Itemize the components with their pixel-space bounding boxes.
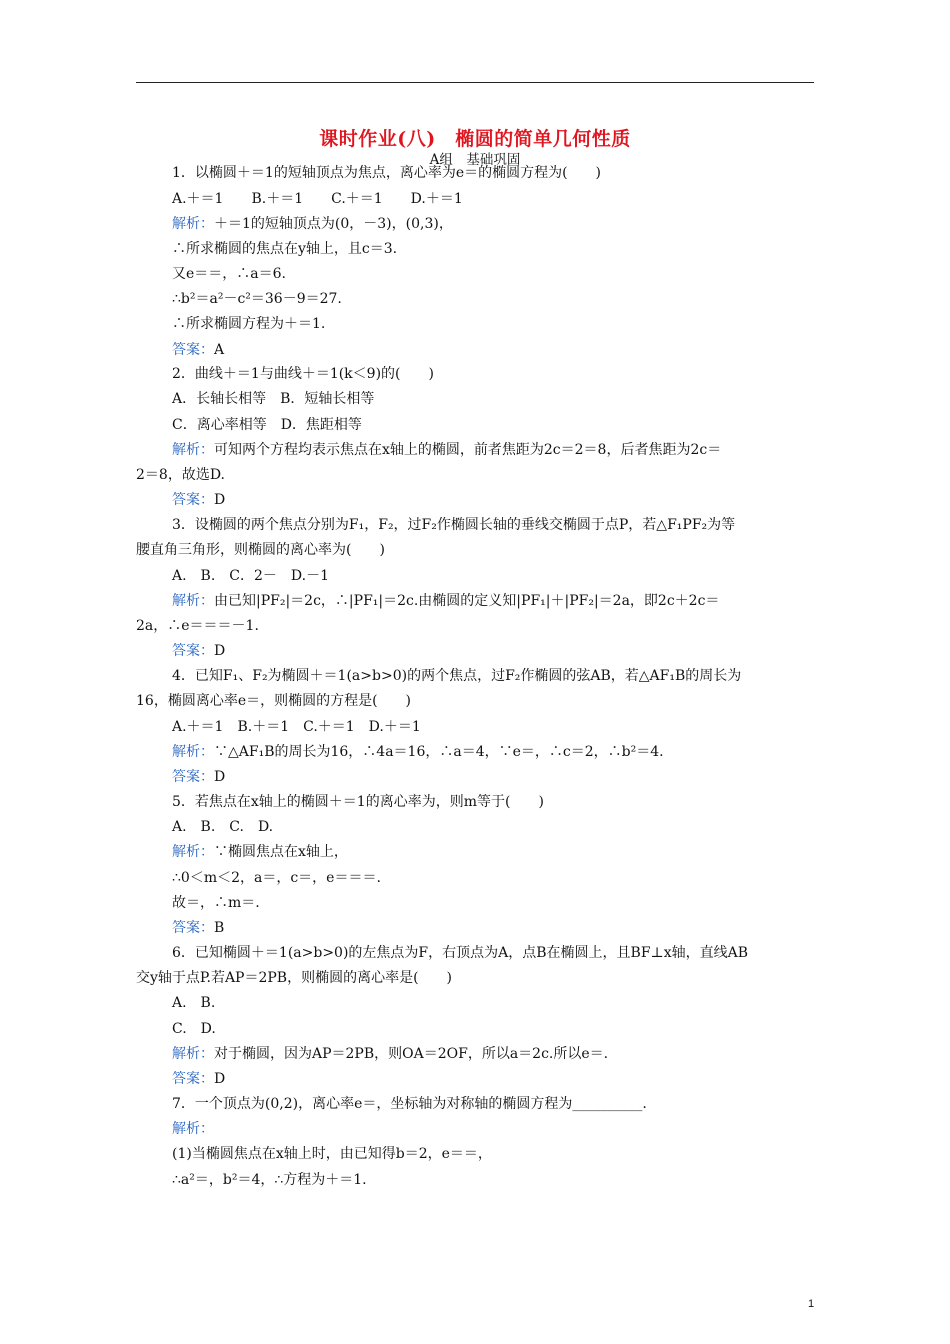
analysis-label: 解析： — [172, 844, 214, 860]
text-line — [136, 541, 385, 559]
text-line — [172, 416, 362, 434]
line-text: 交y轴于点P.若AP＝2PB，则椭圆的离心率是( ) — [136, 970, 453, 986]
page-title: 课时作业(八) 椭圆的简单几何性质 — [319, 128, 631, 150]
text-line — [172, 1045, 608, 1063]
line-text: 由已知|PF₂|＝2c，∴|PF₁|＝2c.由椭圆的定义知|PF₁|＋|PF₂|＝2a，即2c＋2c＝ — [214, 593, 720, 609]
text-line — [172, 390, 374, 408]
text-line — [172, 164, 601, 182]
line-text: 2．曲线＋＝1与曲线＋＝1(k＜9)的( ) — [172, 366, 434, 382]
line-text: 故＝，∴m＝. — [172, 895, 260, 911]
line-text: ＋＝1的短轴顶点为(0，－3)，(0,3)， — [214, 216, 453, 232]
page-number: 1 — [808, 1298, 815, 1310]
analysis-label: 解析： — [172, 593, 214, 609]
text-line — [172, 265, 286, 283]
text-line — [172, 1070, 225, 1088]
text-line — [172, 1120, 214, 1138]
text-line — [172, 516, 735, 534]
line-text: ∴0＜m＜2，a＝，c＝，e＝＝＝. — [172, 870, 381, 886]
line-text: C. D. — [172, 1021, 216, 1037]
answer-label: 答案： — [172, 1071, 214, 1087]
answer-label: 答案： — [172, 920, 214, 936]
text-line — [172, 190, 463, 208]
answer-label: 答案： — [172, 643, 214, 659]
line-text: 7．一个顶点为(0,2)，离心率e＝，坐标轴为对称轴的椭圆方程为__________. — [172, 1096, 647, 1112]
answer-label: 答案： — [172, 342, 214, 358]
text-line — [172, 365, 434, 383]
text-line — [172, 240, 397, 258]
text-line — [172, 994, 215, 1012]
line-text: A. B. — [172, 995, 216, 1011]
line-text: A.＋＝1 B.＋＝1 C.＋＝1 D.＋＝1 — [172, 191, 463, 207]
answer-label: 答案： — [172, 492, 214, 508]
analysis-label: 解析： — [172, 1121, 214, 1137]
text-line — [136, 617, 259, 635]
text-line — [172, 1145, 492, 1163]
text-line — [172, 1020, 216, 1038]
text-line — [172, 642, 225, 660]
answer-label: 答案： — [172, 769, 214, 785]
analysis-label: 解析： — [172, 1046, 214, 1062]
text-line — [172, 1171, 367, 1189]
line-text: D — [214, 769, 226, 785]
line-text: 16，椭圆离心率e＝，则椭圆的方程是( ) — [136, 693, 412, 709]
text-line — [136, 969, 452, 987]
text-line — [172, 215, 453, 233]
line-text: C．离心率相等 D．焦距相等 — [172, 417, 362, 433]
line-text: D — [214, 643, 226, 659]
text-line — [172, 315, 325, 333]
analysis-label: 解析： — [172, 216, 214, 232]
line-text: 6．已知椭圆＋＝1(a>b>0)的左焦点为F，右顶点为A，点B在椭圆上，且BF⊥x轴，直线AB — [172, 945, 748, 961]
text-line — [172, 491, 225, 509]
line-text: A. B. C．2－ D.－1 — [172, 568, 330, 584]
line-text: 可知两个方程均表示焦点在x轴上的椭圆，前者焦距为2c＝2＝8，后者焦距为2c＝ — [214, 442, 722, 458]
line-text: 3．设椭圆的两个焦点分别为F₁，F₂，过F₂作椭圆长轴的垂线交椭圆于点P，若△F₁PF₂为等 — [172, 517, 736, 533]
text-line — [172, 843, 348, 861]
text-line — [172, 944, 748, 962]
text-line — [172, 743, 664, 761]
text-line — [172, 919, 224, 937]
text-line — [172, 894, 260, 912]
line-text: ∴b²＝a²－c²＝36－9＝27. — [172, 291, 342, 307]
line-text: 又e＝＝，∴a＝6. — [172, 266, 286, 282]
line-text: ∴a²＝，b²＝4，∴方程为＋＝1. — [172, 1172, 367, 1188]
line-text: A．长轴长相等 B．短轴长相等 — [172, 391, 375, 407]
line-text: ∴所求椭圆方程为＋＝1. — [172, 316, 326, 332]
header-rule — [136, 82, 814, 83]
text-line — [172, 290, 342, 308]
line-text: B — [214, 920, 225, 936]
line-text: 2a，∴e＝＝＝－1. — [136, 618, 259, 634]
analysis-label: 解析： — [172, 442, 214, 458]
text-line — [172, 768, 225, 786]
line-text: A. B. C. D. — [172, 819, 274, 835]
text-line — [172, 793, 544, 811]
text-line — [172, 1095, 647, 1113]
line-text: ∵△AF₁B的周长为16，∴4a＝16，∴a＝4，∵e＝，∴c＝2，∴b²＝4. — [214, 744, 664, 760]
text-line — [172, 718, 421, 736]
text-line — [172, 667, 741, 685]
line-text: 对于椭圆，因为AP＝2PB，则OA＝2OF，所以a＝2c.所以e＝. — [214, 1046, 609, 1062]
line-text: A.＋＝1 B.＋＝1 C.＋＝1 D.＋＝1 — [172, 719, 421, 735]
line-text: A — [214, 342, 225, 358]
line-text: 腰直角三角形，则椭圆的离心率为( ) — [136, 542, 385, 558]
line-text: 2＝8，故选D. — [136, 467, 225, 483]
line-text: ∴所求椭圆的焦点在y轴上，且c＝3. — [172, 241, 398, 257]
line-text: 4．已知F₁、F₂为椭圆＋＝1(a>b>0)的两个焦点，过F₂作椭圆的弦AB，若△AF₁B的周长为 — [172, 668, 742, 684]
line-text: 1．以椭圆＋＝1的短轴顶点为焦点，离心率为e＝的椭圆方程为( ) — [172, 165, 602, 181]
line-text: D — [214, 1071, 226, 1087]
section-subtitle: A组 基础巩固 — [429, 152, 521, 168]
text-line — [172, 341, 224, 359]
text-line — [136, 692, 411, 710]
text-line — [172, 441, 721, 459]
analysis-label: 解析： — [172, 744, 214, 760]
text-line — [172, 592, 719, 610]
text-line — [172, 567, 329, 585]
line-text: D — [214, 492, 226, 508]
line-text: (1)当椭圆焦点在x轴上时，由已知得b＝2，e＝＝， — [172, 1146, 492, 1162]
text-line — [172, 818, 273, 836]
line-text: 5．若焦点在x轴上的椭圆＋＝1的离心率为，则m等于( ) — [172, 794, 544, 810]
text-line — [136, 466, 225, 484]
text-line — [172, 869, 381, 887]
line-text: ∵椭圆焦点在x轴上， — [214, 844, 348, 860]
